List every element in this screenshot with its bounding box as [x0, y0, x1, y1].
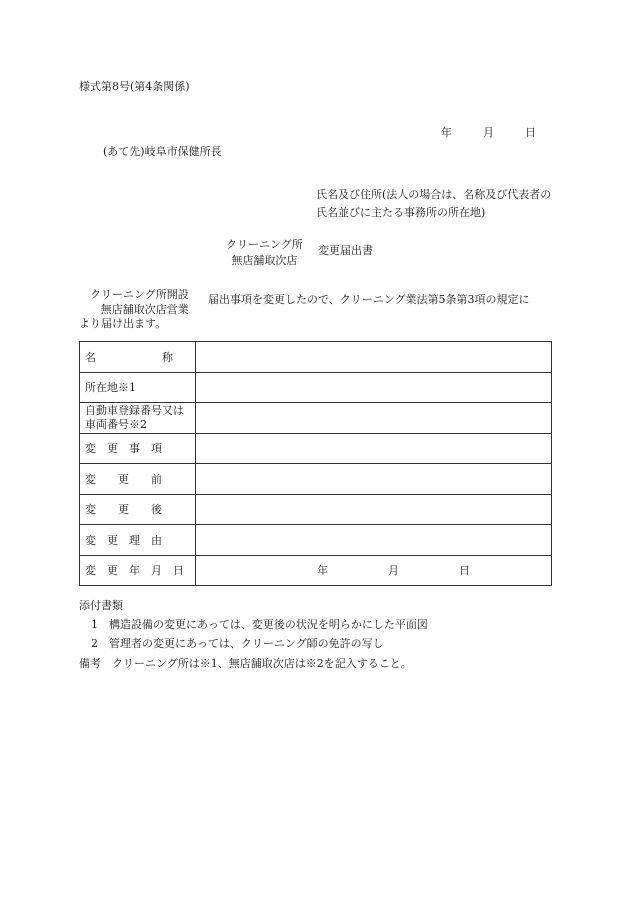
table-row — [80, 555, 552, 586]
addressee: (あて先)岐阜市保健所長 — [103, 145, 222, 158]
after-change-field[interactable] — [196, 494, 552, 525]
declaration-options — [90, 287, 189, 317]
table-row — [80, 525, 552, 556]
header-year: 年 — [441, 126, 452, 139]
change-reason-field[interactable] — [196, 525, 552, 556]
table-row — [80, 342, 552, 373]
declaration-option-agency: 無店舗取次店営業 — [100, 303, 189, 316]
attachment-item: 1 構造設備の変更にあっては、変更後の状況を明らかにした平面図 — [91, 618, 428, 631]
row-label-date: 変 更 年 月 日 — [80, 555, 196, 586]
table-row — [80, 403, 552, 434]
row-label-before: 変 更 前 — [80, 464, 196, 495]
change-form-table — [79, 341, 552, 586]
change-date-month: 月 — [388, 564, 399, 578]
title-options — [226, 237, 303, 269]
change-item-field[interactable] — [196, 433, 552, 464]
header-day: 日 — [525, 126, 536, 139]
table-row — [80, 372, 552, 403]
location-field[interactable] — [196, 372, 552, 403]
table-row — [80, 464, 552, 495]
header-month: 月 — [483, 126, 494, 139]
name-field[interactable] — [196, 342, 552, 373]
change-date-field[interactable] — [196, 555, 552, 586]
title-option-agency: 無店舗取次店 — [231, 254, 298, 267]
attachments-title: 添付書類 — [79, 599, 123, 612]
row-label-vehicle: 自動車登録番号又は車両番号※2 — [80, 403, 196, 434]
document-title: 変更届出書 — [318, 244, 373, 257]
row-label-after: 変 更 後 — [80, 494, 196, 525]
row-label-name: 名 称 — [80, 342, 196, 373]
change-date-day: 日 — [459, 564, 470, 578]
row-label-location: 所在地※1 — [80, 372, 196, 403]
declaration-text: 届出事項を変更したので、クリーニング業法第5条第3項の規定に — [208, 293, 530, 306]
form-number: 様式第8号(第4条関係) — [79, 80, 190, 93]
table-row — [80, 494, 552, 525]
before-change-field[interactable] — [196, 464, 552, 495]
attachment-item: 2 管理者の変更にあっては、クリーニング師の免許の写し — [91, 637, 384, 650]
title-option-cleaning: クリーニング所 — [226, 238, 303, 251]
vehicle-number-field[interactable] — [196, 403, 552, 434]
header-date — [441, 127, 536, 138]
row-label-change-item: 変 更 事 項 — [80, 433, 196, 464]
note: 備考 クリーニング所は※1、無店舗取次店は※2を記入すること。 — [79, 657, 412, 670]
table-row — [80, 433, 552, 464]
declaration-option-cleaning: クリーニング所開設 — [90, 288, 189, 301]
change-date-year: 年 — [317, 564, 328, 578]
declaration-text-2: より届け出ます。 — [79, 317, 167, 330]
applicant-label: 氏名及び住所(法人の場合は、名称及び代表者の氏名並びに主たる事務所の所在地) — [316, 188, 552, 219]
row-label-reason: 変 更 理 由 — [80, 525, 196, 556]
